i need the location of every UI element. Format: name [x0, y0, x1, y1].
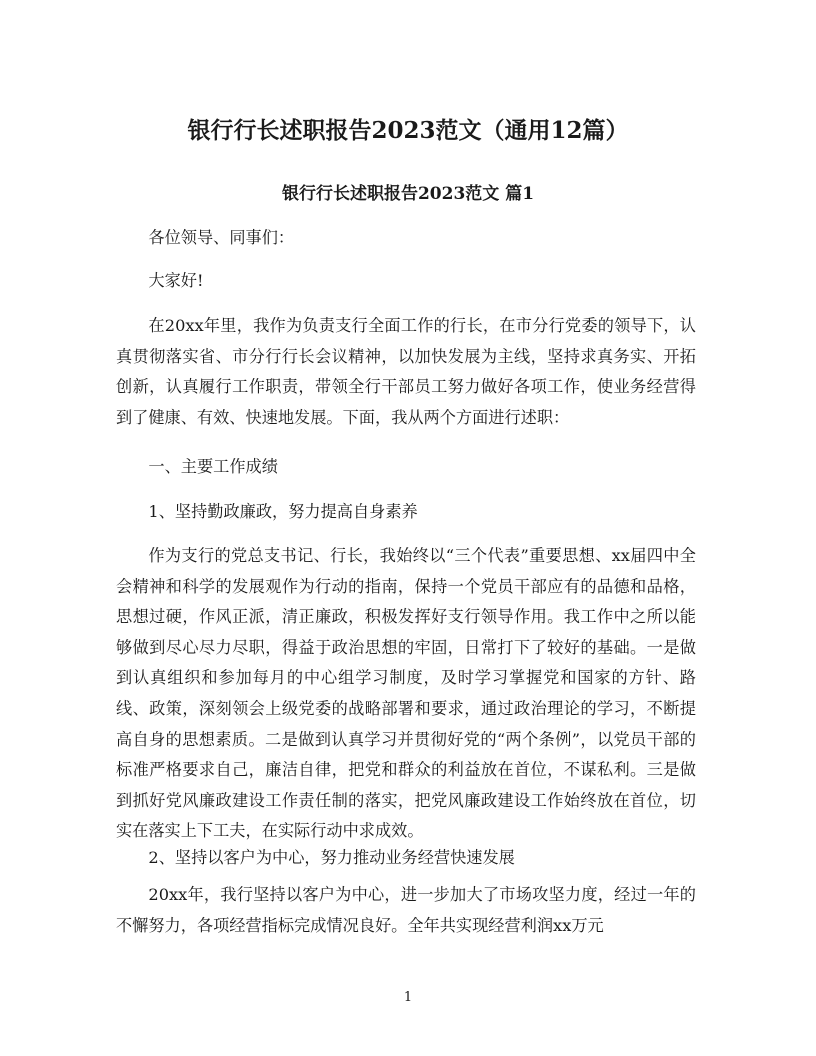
heading-main-achievements: 一、主要工作成绩: [148, 457, 278, 476]
body-paragraph-business: 20xx年，我行坚持以客户为中心，进一步加大了市场攻坚力度，经过一年的不懈努力，各项经营指标完成情况良好。全年共实现经营利润xx万元: [116, 885, 696, 935]
page-number: 1: [403, 990, 413, 1005]
section-title: 银行行长述职报告2023范文 篇1: [281, 184, 535, 204]
subheading-customer-center: 2、坚持以客户为中心，努力推动业务经营快速发展: [148, 848, 515, 867]
subheading-diligence: 1、坚持勤政廉政，努力提高自身素养: [148, 502, 418, 521]
body-paragraph-diligence: 作为支行的党总支书记、行长，我始终以“三个代表”重要思想、xx届四中全会精神和科学的发展观作为行动的指南，保持一个党员干部应有的品德和品格，思想过硬，作风正派，清正廉政，积极发挥好支行领导作用。我工作中之所以能够做到尽心尽力尽职，得益于政治思想的牢固，日常打下了较好的基础。一是做到认真组织和参加每月的中心组学习制度，及时学习掌握党和国家的方针、路线、政策，深刻领会上级党委的战略部署和要求，通过政治理论的学习，不断提高自身的思想素质。二是做到认真学习并贯彻好党的“两个条例”，以党员干部的标准严格要求自己，廉洁自律，把党和群众的利益放在首位，不谋私利。三是做到抓好党风廉政建设工作责任制的落实，把党风廉政建设工作始终放在首位，切实在落实上下工夫，在实际行动中求成效。: [116, 546, 696, 841]
salutation: 各位领导、同事们：: [148, 228, 295, 247]
greeting: 大家好!: [148, 271, 204, 290]
intro-paragraph: 在20xx年里，我作为负责支行全面工作的行长，在市分行党委的领导下，认真贯彻落实省、市分行行长会议精神，以加快发展为主线，坚持求真务实、开拓创新，认真履行工作职责，带领全行干部员工努力做好各项工作，使业务经营得到了健康、有效、快速地发展。下面，我从两个方面进行述职：: [116, 316, 696, 427]
document-title: 银行行长述职报告2023范文（通用12篇）: [187, 117, 629, 144]
